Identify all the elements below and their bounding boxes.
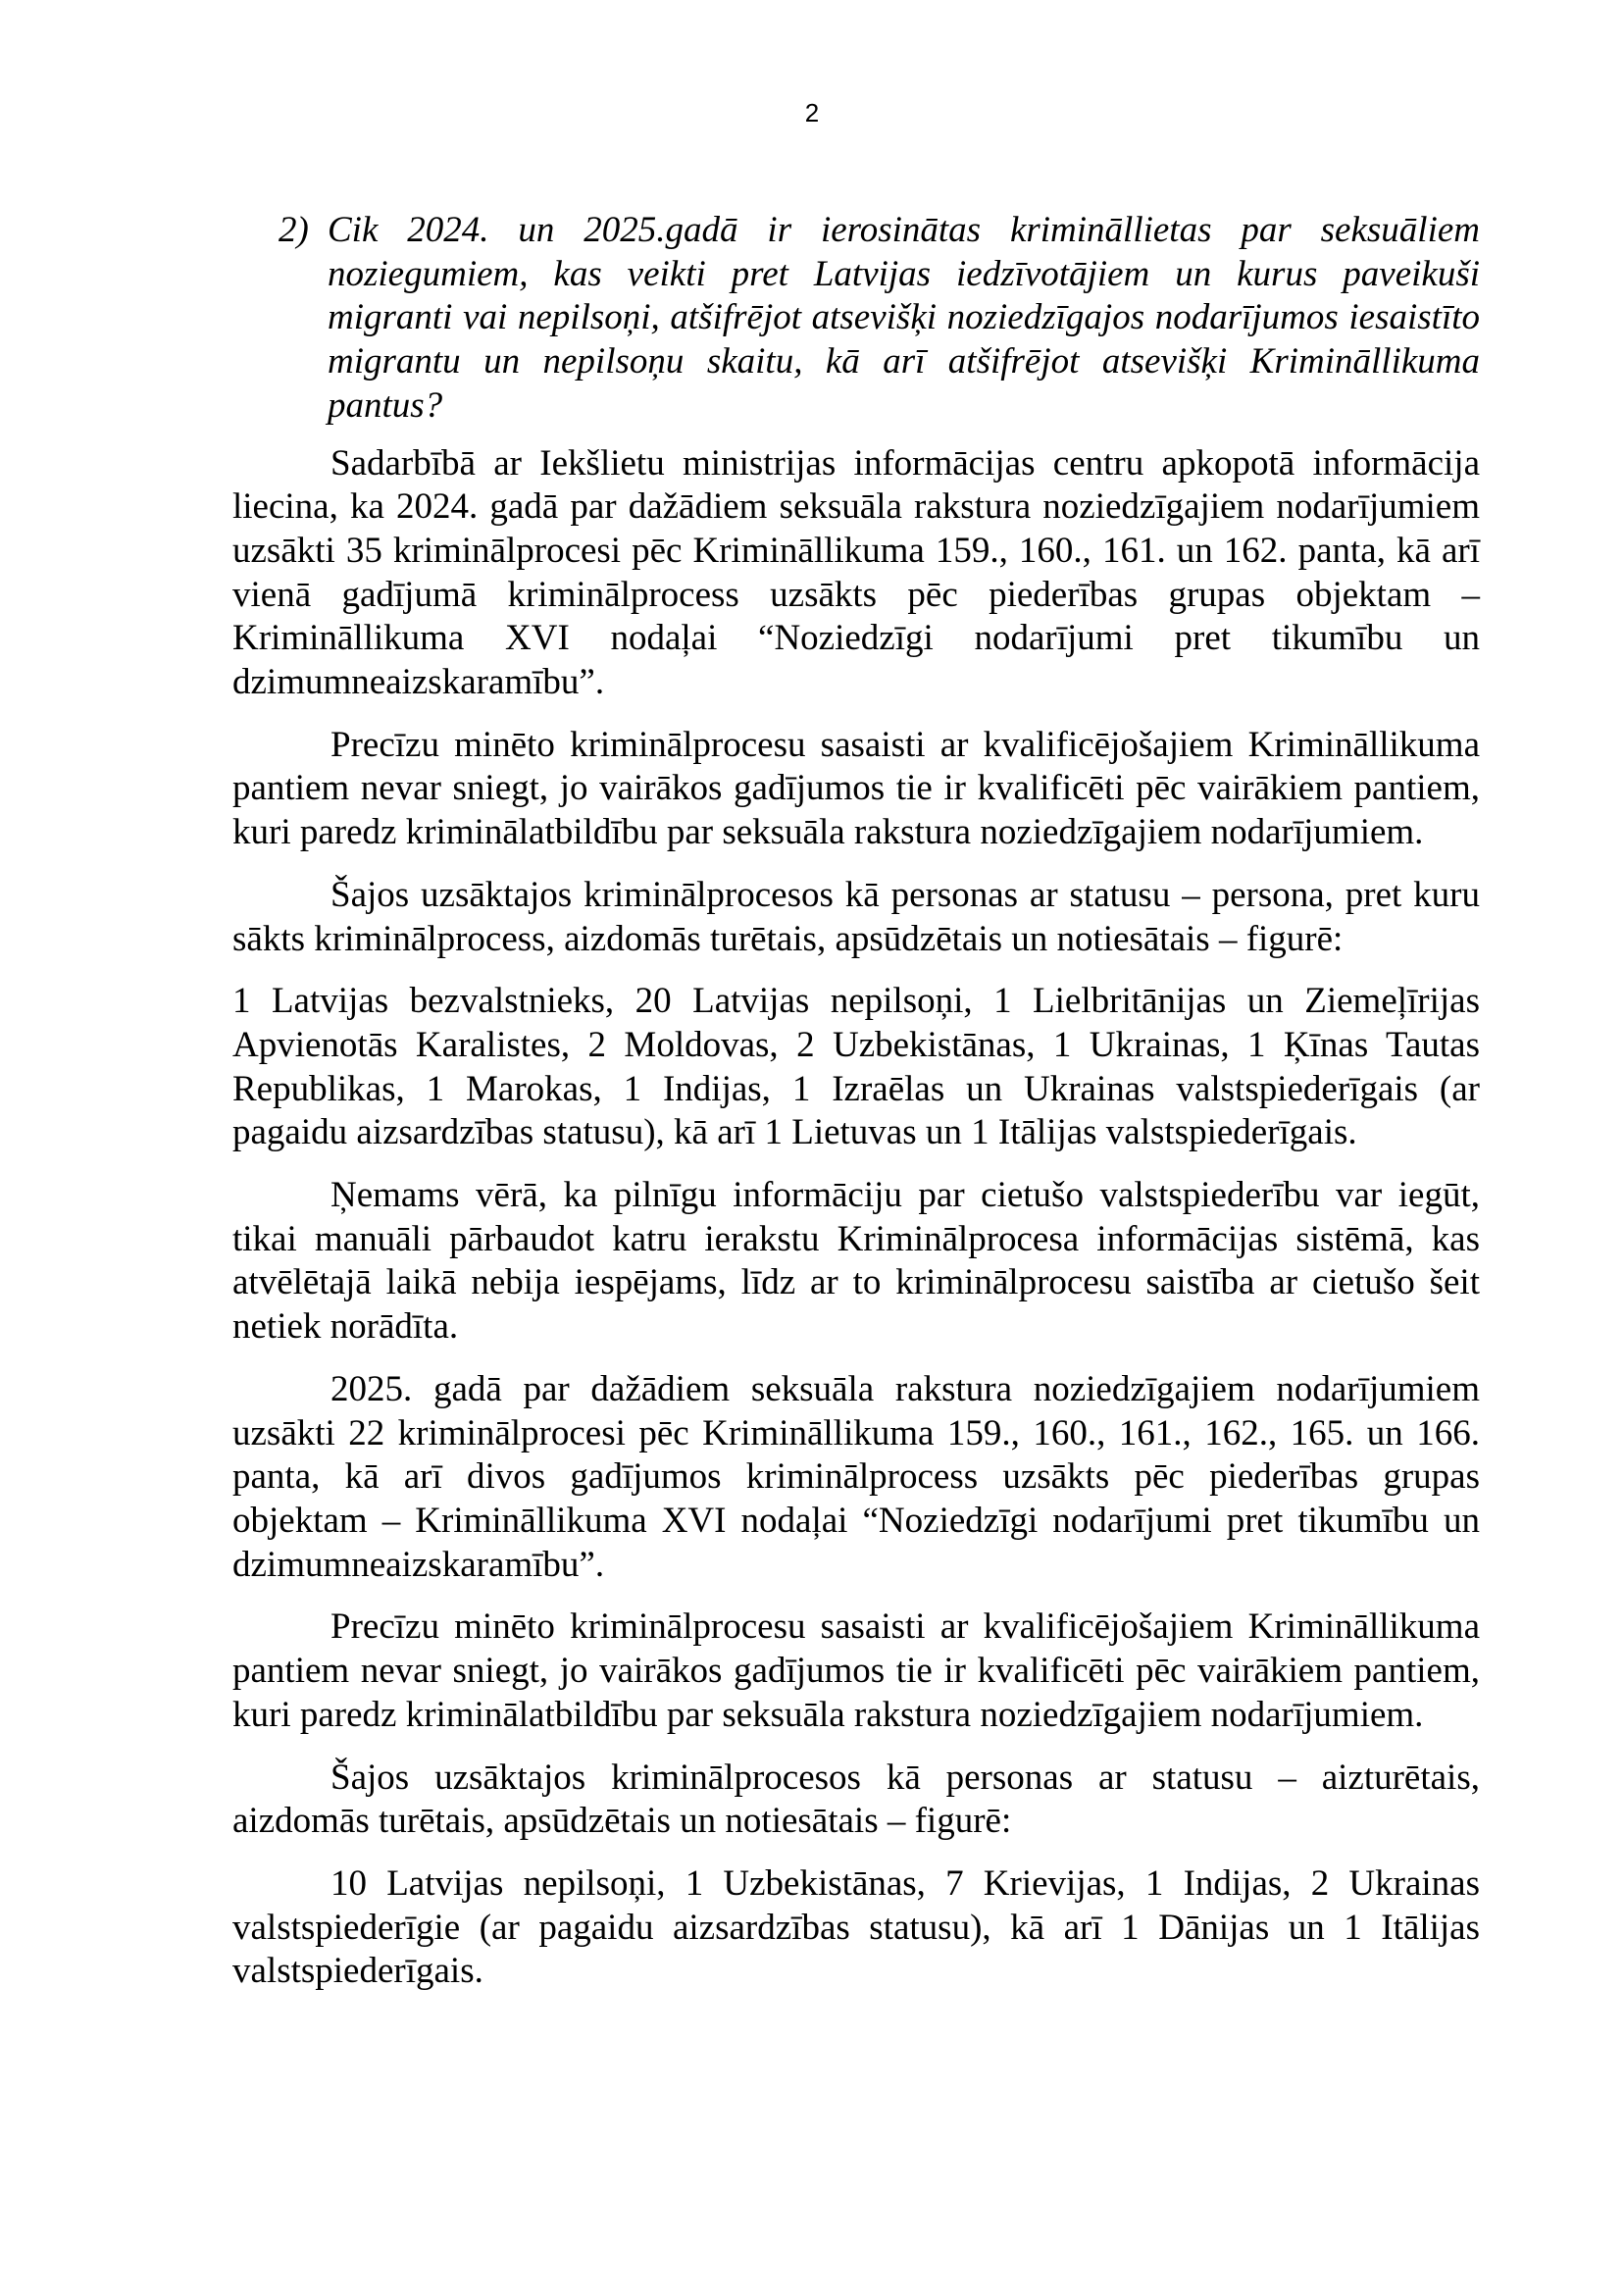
paragraph-2024-qualification-note: Precīzu minēto kriminālprocesu sasaisti ar kvalificējošajiem Krimināllikuma pantiem nevar sniegt, jo vairākos gadījumos tie ir kvalificēti pēc vairākiem pantiem, kuri paredz kriminālatbildību par seksuāla rakstura noziedzīgajiem nodarījumiem. [232, 724, 1480, 853]
paragraph-2024-persons-intro: Šajos uzsāktajos kriminālprocesos kā personas ar statusu – persona, pret kuru sākts kriminālprocess, aizdomās turētais, apsūdzētais un notiesātais – figurē: [232, 874, 1480, 959]
paragraph-2024-persons-list: 1 Latvijas bezvalstnieks, 20 Latvijas nepilsoņi, 1 Lielbritānijas un Ziemeļīrijas Apvienotās Karalistes, 2 Moldovas, 2 Uzbekistānas, 1 Ukrainas, 1 Ķīnas Tautas Republikas, 1 Marokas, 1 Indijas, 1 Izraēlas un Ukrainas valstspiederīgais (ar pagaidu aizsardzības statusu), kā arī 1 Lietuvas un 1 Itālijas valstspiederīgais. [232, 981, 1480, 1153]
question-text: Cik 2024. un 2025.gadā ir ierosinātas krimināllietas par seksuāliem noziegumiem, kas veikti pret Latvijas iedzīvotājiem un kurus paveikuši migranti vai nepilsoņi, atšifrējot atsevišķi noziedzīgajos nodarījumos iesaistīto migrantu un nepilsoņu skaitu, kā arī atšifrējot atsevišķi Krimināllikuma pantus? [328, 210, 1480, 426]
question-number: 2) [279, 210, 309, 250]
paragraph-2025-persons-intro: Šajos uzsāktajos kriminālprocesos kā personas ar statusu – aizturētais, aizdomās turētais, apsūdzētais un notiesātais – figurē: [232, 1757, 1480, 1842]
document-body [232, 209, 1480, 2013]
paragraph-victims-note: Ņemams vērā, ka pilnīgu informāciju par cietušo valstspiederību var iegūt, tikai manuāli pārbaudot katru ierakstu Kriminālprocesa informācijas sistēmā, kas atvēlētajā laikā nebija iespējams, līdz ar to kriminālprocesu saistība ar cietušo šeit netiek norādīta. [232, 1175, 1480, 1348]
paragraph-2024-summary: Sadarbībā ar Iekšlietu ministrijas informācijas centru apkopotā informācija liecina, ka 2024. gadā par dažādiem seksuāla rakstura noziedzīgajiem nodarījumiem uzsākti 35 kriminālprocesi pēc Krimināllikuma 159., 160., 161. un 162. panta, kā arī vienā gadījumā kriminālprocess uzsākts pēc piederības grupas objektam – Krimināllikuma XVI nodaļai “Noziedzīgi nodarījumi pret tikumību un dzimumneaizskaramību”. [232, 442, 1480, 703]
paragraph-2025-persons-list: 10 Latvijas nepilsoņi, 1 Uzbekistānas, 7 Krievijas, 1 Indijas, 2 Ukrainas valstspiederīgie (ar pagaidu aizsardzības statusu), kā arī 1 Dānijas un 1 Itālijas valstspiederīgais. [232, 1862, 1480, 1992]
paragraph-2025-summary: 2025. gadā par dažādiem seksuāla rakstura noziedzīgajiem nodarījumiem uzsākti 22 kriminālprocesi pēc Krimināllikuma 159., 160., 161., 162., 165. un 166. panta, kā arī divos gadījumos kriminālprocess uzsākts pēc piederības grupas objektam – Krimināllikuma XVI nodaļai “Noziedzīgi nodarījumi pret tikumību un dzimumneaizskaramību”. [232, 1368, 1480, 1585]
page-number: 2 [804, 98, 820, 127]
paragraph-2025-qualification-note: Precīzu minēto kriminālprocesu sasaisti ar kvalificējošajiem Krimināllikuma pantiem nevar sniegt, jo vairākos gadījumos tie ir kvalificēti pēc vairākiem pantiem, kuri paredz kriminālatbildību par seksuāla rakstura noziedzīgajiem nodarījumiem. [232, 1606, 1480, 1735]
question-item [279, 209, 1480, 429]
